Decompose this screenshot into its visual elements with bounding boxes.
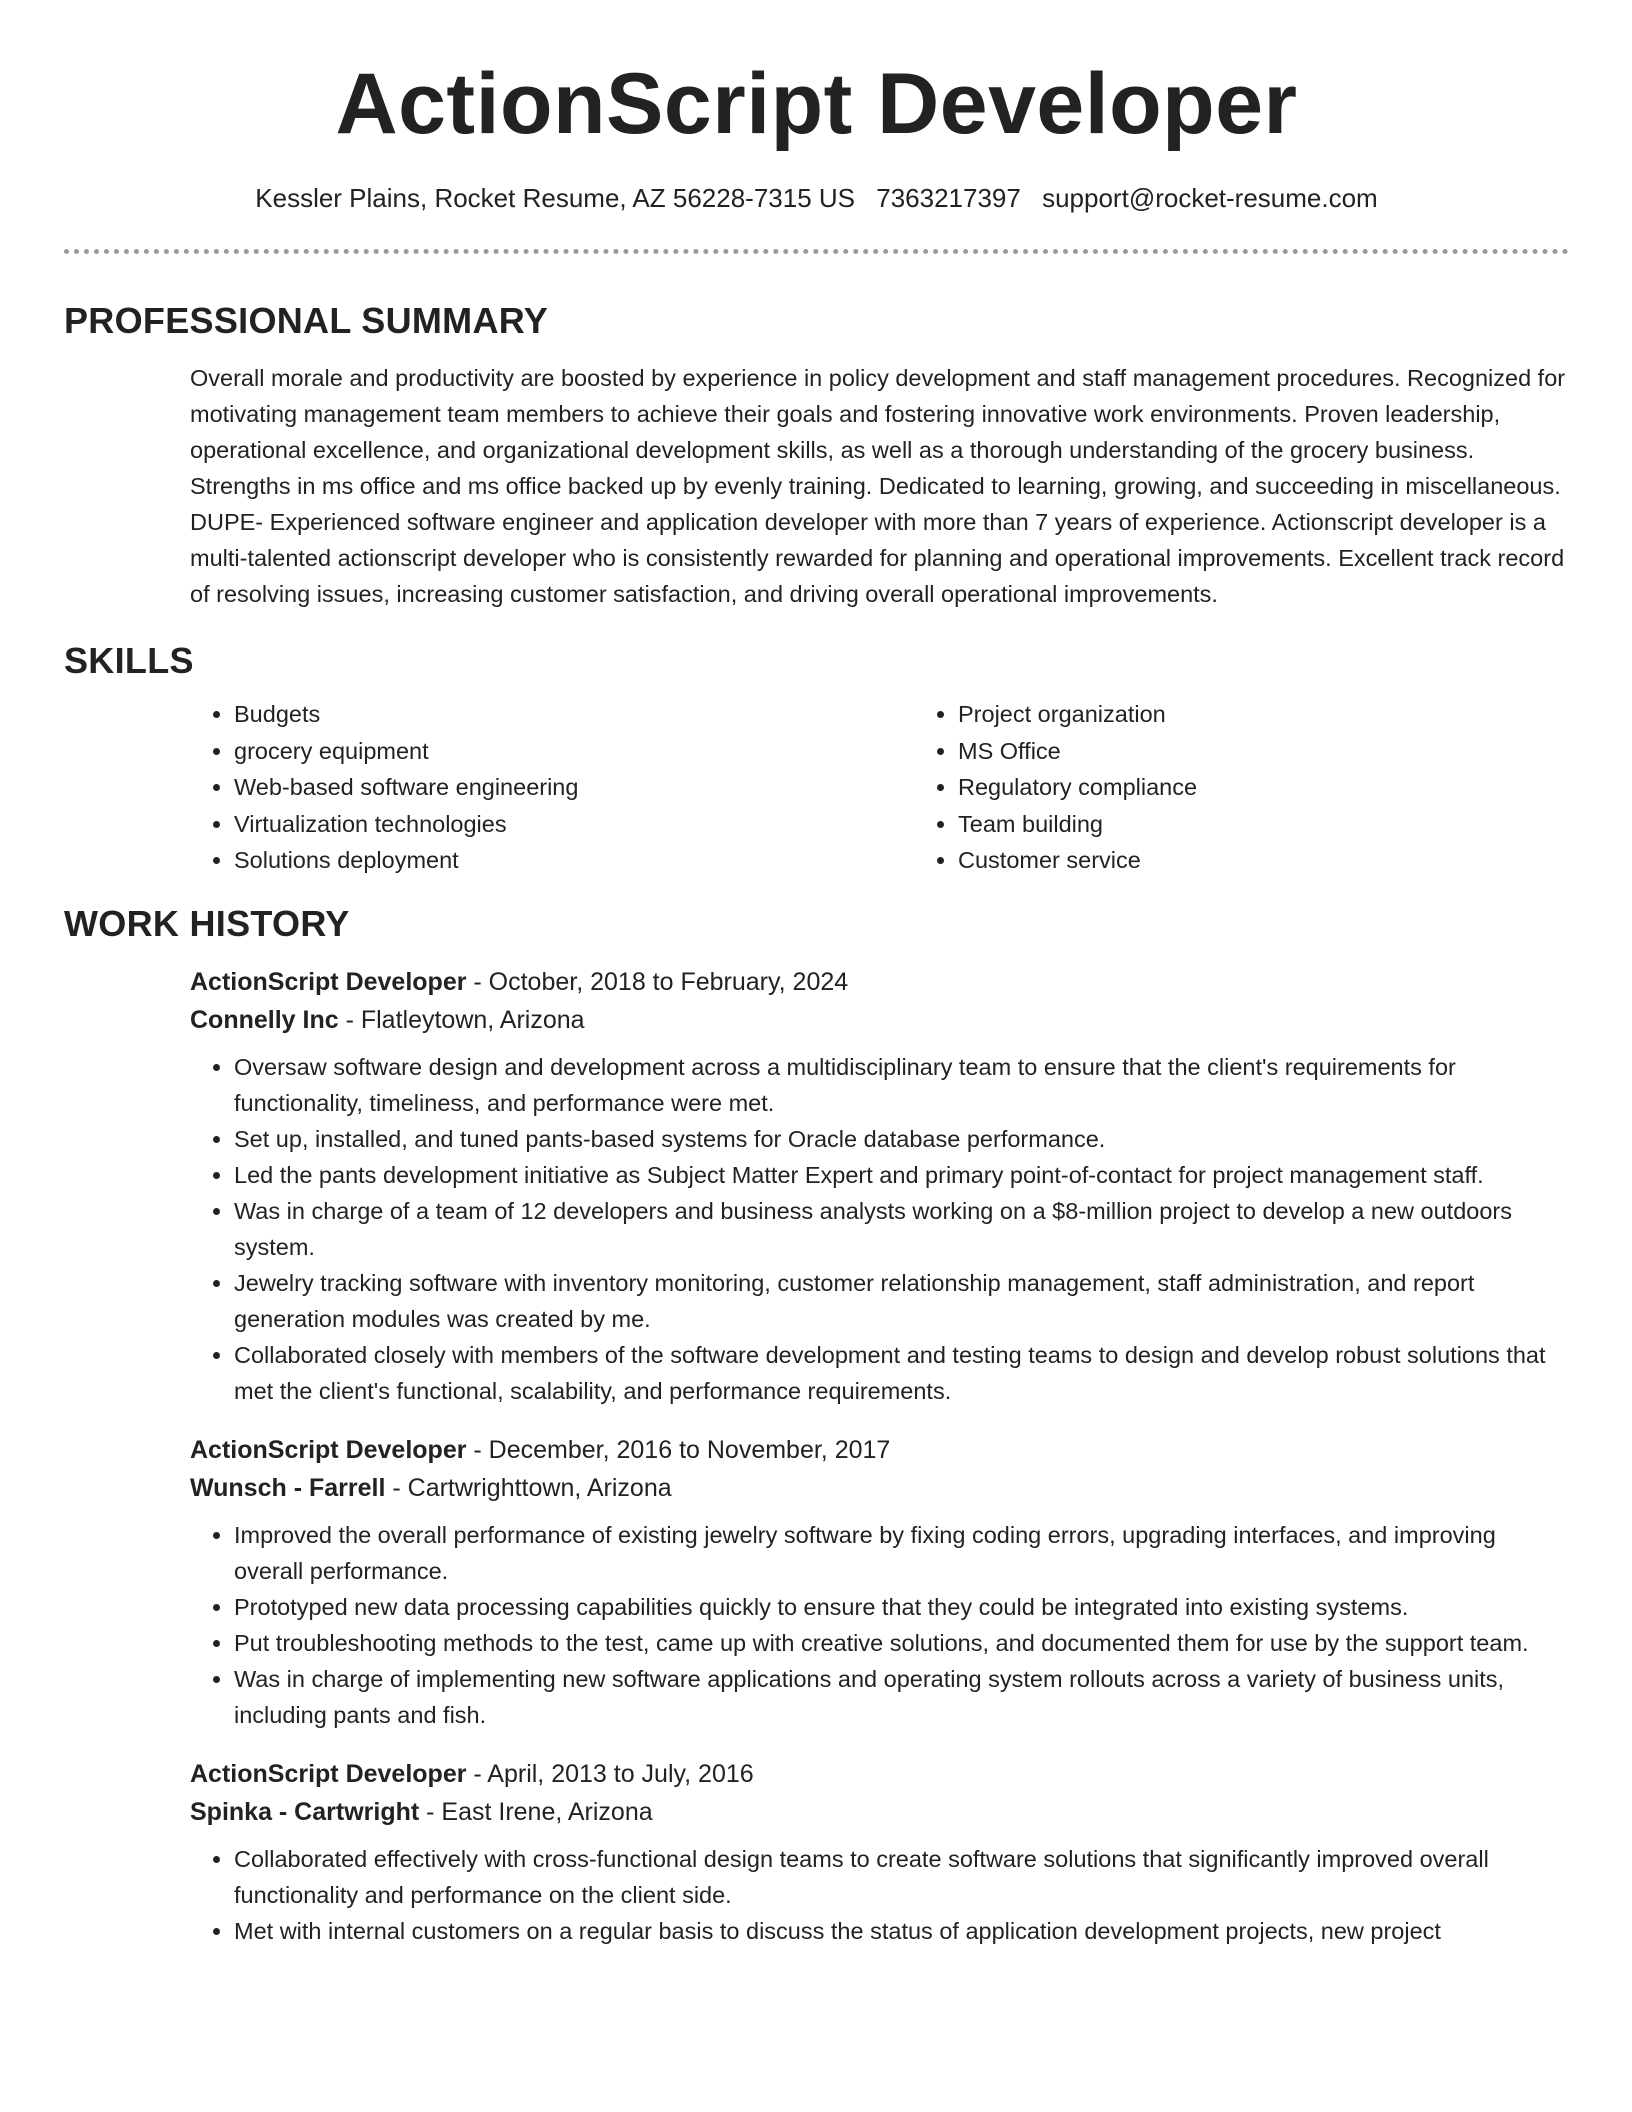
skill-item: • MS Office: [958, 733, 1558, 770]
skill-item: • Project organization: [958, 696, 1558, 733]
contact-address: Kessler Plains, Rocket Resume, AZ 56228-7315 US: [255, 183, 856, 213]
job-bullet: • Led the pants development initiative as Subject Matter Expert and primary point-of-contact for project management staff.: [234, 1157, 1569, 1193]
job-bullet: • Improved the overall performance of existing jewelry software by fixing coding errors, upgrading interfaces, and improving overall performance.: [234, 1517, 1569, 1589]
job-bullet: • Jewelry tracking software with inventory monitoring, customer relationship management, staff administration, and report generation modules was created by me.: [234, 1265, 1569, 1337]
job-location: - Cartwrighttown, Arizona: [385, 1473, 672, 1502]
skills-column-left: [190, 696, 914, 879]
job-dates: - December, 2016 to November, 2017: [466, 1435, 891, 1464]
job-bullet: • Prototyped new data processing capabilities quickly to ensure that they could be integrated into existing systems.: [234, 1589, 1569, 1625]
job-entry: [190, 963, 1569, 1409]
job-bullets: [190, 1049, 1569, 1409]
job-location: - East Irene, Arizona: [419, 1797, 653, 1826]
job-bullets: [190, 1517, 1569, 1733]
job-entry: [190, 1431, 1569, 1733]
skill-item: • Web-based software engineering: [234, 769, 914, 806]
resume-page: [64, 0, 1569, 1949]
job-role: ActionScript Developer: [190, 1435, 467, 1464]
job-role-line: [190, 1431, 1569, 1469]
job-role-line: [190, 1755, 1569, 1793]
job-bullet: • Collaborated effectively with cross-functional design teams to create software solutions that significantly improved overall functionality and performance on the client side.: [234, 1841, 1569, 1913]
resume-name-heading: ActionScript Developer: [335, 56, 1298, 152]
skill-item: • grocery equipment: [234, 733, 914, 770]
skill-item: • Team building: [958, 806, 1558, 843]
job-location: - Flatleytown, Arizona: [338, 1005, 585, 1034]
summary-text: Overall morale and productivity are boosted by experience in policy development and staff management procedures. Recognized for motivating management team members to achieve their goals and fostering innovative work environments. Proven leadership, operational excellence, and organizational development skills, as well as a thorough understanding of the grocery business. Strengths in ms office and ms office backed up by evenly training. Dedicated to learning, growing, and succeeding in miscellaneous. DUPE- Experienced software engineer and application developer with more than 7 years of experience. Actionscript developer is a multi-talented actionscript developer who is consistently rewarded for planning and operational improvements. Excellent track record of resolving issues, increasing customer satisfaction, and driving overall operational improvements.: [190, 365, 1566, 607]
job-company-line: [190, 1469, 1569, 1507]
skills-column-right: [914, 696, 1558, 879]
skill-item: • Budgets: [234, 696, 914, 733]
contact-phone: 7363217397: [876, 183, 1021, 213]
skills-section-title: SKILLS: [64, 640, 194, 681]
header-divider: [64, 249, 1569, 254]
contact-line: [64, 180, 1569, 216]
job-company: Connelly Inc: [190, 1005, 339, 1034]
job-company-line: [190, 1001, 1569, 1039]
job-dates: - October, 2018 to February, 2024: [466, 967, 849, 996]
skill-item: • Customer service: [958, 842, 1558, 879]
job-entry: [190, 1755, 1569, 1949]
job-bullet: • Collaborated closely with members of the software development and testing teams to design and develop robust solutions that met the client's functional, scalability, and performance requirements.: [234, 1337, 1569, 1409]
job-role: ActionScript Developer: [190, 967, 467, 996]
work-history-section-title: WORK HISTORY: [64, 902, 350, 944]
job-bullet: • Was in charge of implementing new software applications and operating system rollouts across a variety of business units, including pants and fish.: [234, 1661, 1569, 1733]
job-role-line: [190, 963, 1569, 1001]
skills-list: [190, 696, 1569, 879]
skill-item: • Regulatory compliance: [958, 769, 1558, 806]
job-bullet: • Set up, installed, and tuned pants-based systems for Oracle database performance.: [234, 1121, 1569, 1157]
job-bullet: • Oversaw software design and development across a multidisciplinary team to ensure that the client's requirements for functionality, timeliness, and performance were met.: [234, 1049, 1569, 1121]
skill-item: • Virtualization technologies: [234, 806, 914, 843]
job-bullet: • Put troubleshooting methods to the test, came up with creative solutions, and documented them for use by the support team.: [234, 1625, 1569, 1661]
job-bullet: • Was in charge of a team of 12 developers and business analysts working on a $8-million project to develop a new outdoors system.: [234, 1193, 1569, 1265]
summary-section-title: PROFESSIONAL SUMMARY: [64, 300, 549, 341]
job-company: Spinka - Cartwright: [190, 1797, 420, 1826]
contact-email: support@rocket-resume.com: [1042, 183, 1378, 213]
job-company: Wunsch - Farrell: [190, 1473, 386, 1502]
skill-item: • Solutions deployment: [234, 842, 914, 879]
job-company-line: [190, 1793, 1569, 1831]
job-dates: - April, 2013 to July, 2016: [466, 1759, 754, 1788]
job-role: ActionScript Developer: [190, 1759, 467, 1788]
job-bullets: [190, 1841, 1569, 1949]
job-bullet: • Met with internal customers on a regular basis to discuss the status of application development projects, new project: [234, 1913, 1569, 1949]
